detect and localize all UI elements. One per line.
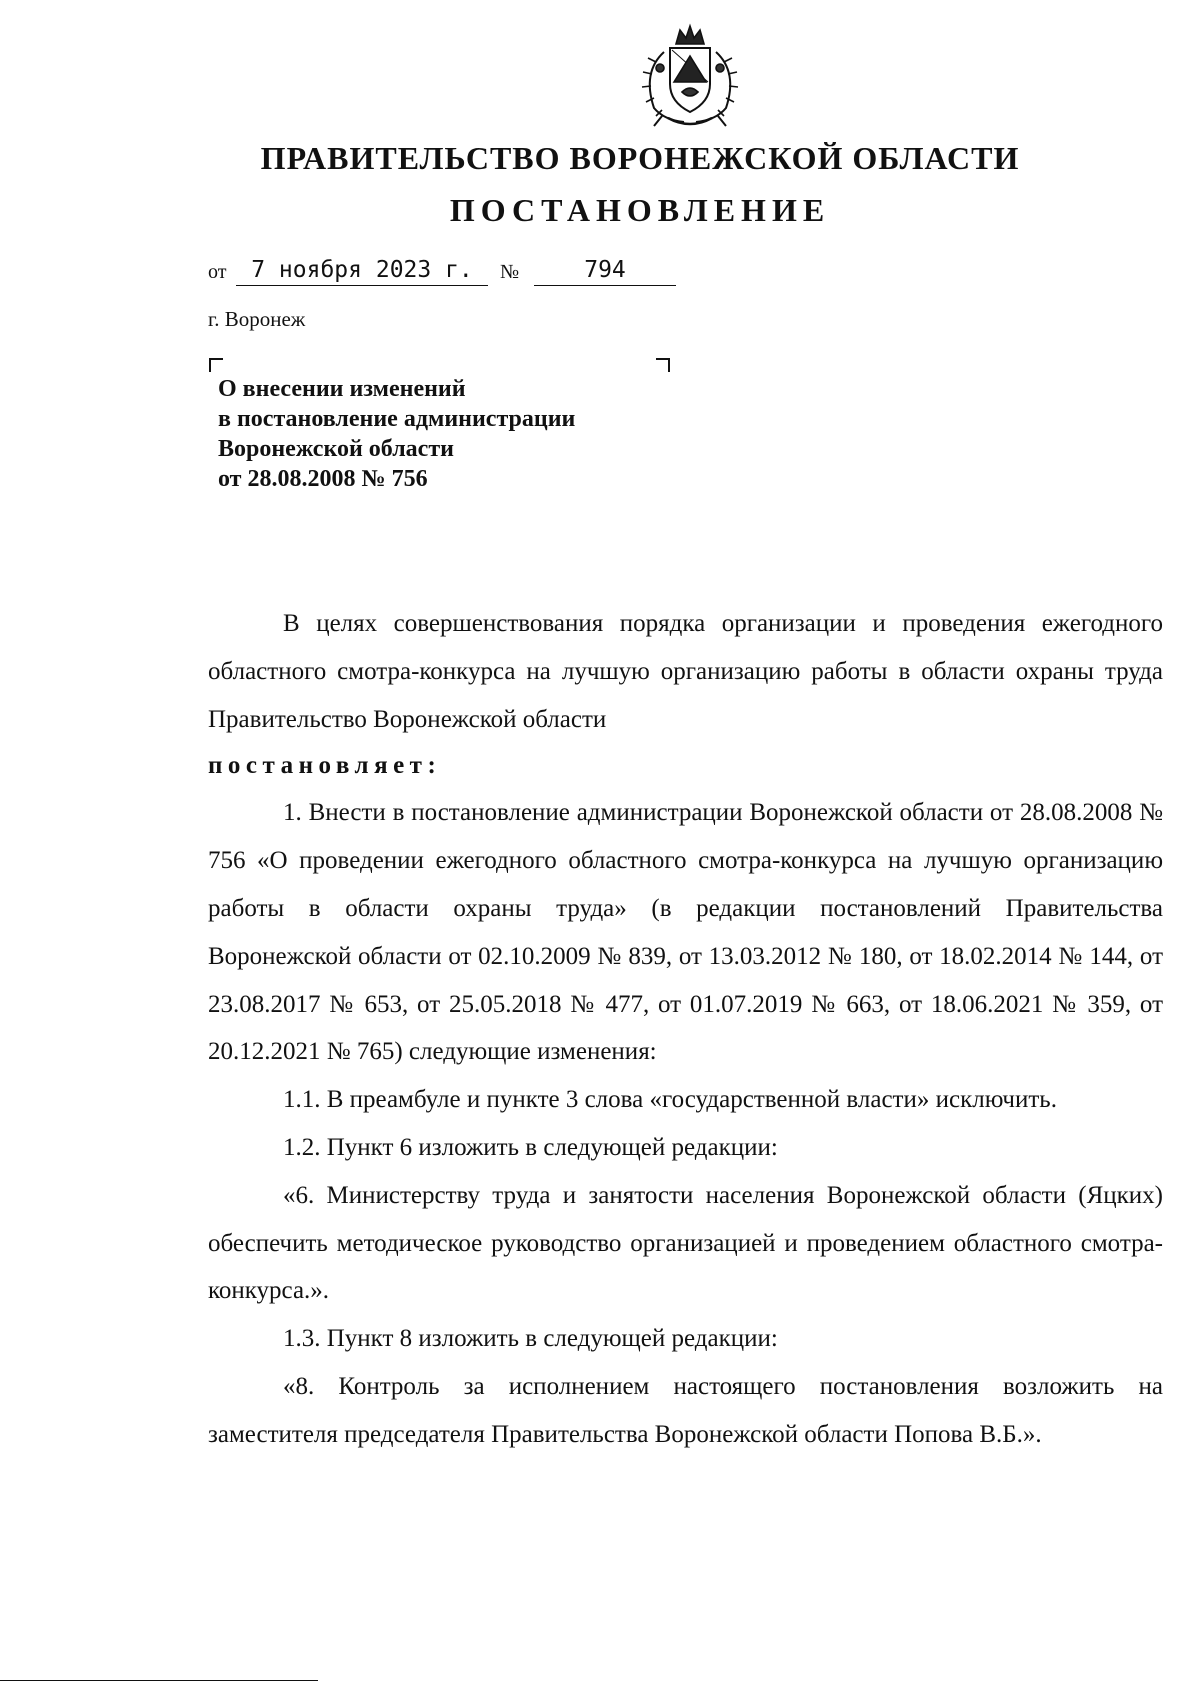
subject-line: в постановление администрации: [218, 406, 576, 432]
body-paragraph: «6. Министерству труда и занятости населения Воронежской области (Яцких) обеспечить методическое руководство организацией и проведением областного смотра-конкурса.».: [208, 1181, 1163, 1305]
document-subject: [218, 374, 678, 494]
ruling-word: постановляет:: [208, 752, 442, 780]
date-number-row: [208, 252, 678, 286]
body-paragraph: 1.2. Пункт 6 изложить в следующей редакции:: [283, 1133, 778, 1161]
preamble-paragraph: В целях совершенствования порядка организации и проведения ежегодного областного смотра-конкурса на лучшую организацию работы в области охраны труда Правительство Воронежской области: [208, 610, 1163, 733]
subject-corner-left: [209, 358, 223, 372]
city: г. Воронеж: [208, 307, 306, 331]
subject-line: О внесении изменений: [218, 376, 466, 402]
footnote-divider: [0, 1680, 318, 1681]
body-paragraph: 1.3. Пункт 8 изложить в следующей редакции:: [283, 1325, 778, 1353]
number-prefix: №: [500, 261, 520, 283]
subject-line: от 28.08.2008 № 756: [218, 466, 428, 492]
body-paragraph: 1.1. В преамбуле и пункте 3 слова «государственной власти» исключить.: [283, 1086, 1057, 1114]
document-date: 7 ноября 2023 г.: [236, 255, 488, 286]
document-type-title: ПОСТАНОВЛЕНИЕ: [449, 192, 831, 228]
body-paragraph: «8. Контроль за исполнением настоящего постановления возложить на заместителя председателя Правительства Воронежской области Попова В.Б.».: [208, 1372, 1163, 1448]
subject-corner-right: [656, 358, 670, 372]
document-number: 794: [534, 255, 676, 286]
coat-of-arms-icon: [624, 22, 756, 130]
date-prefix: от: [208, 261, 227, 283]
organization-title: ПРАВИТЕЛЬСТВО ВОРОНЕЖСКОЙ ОБЛАСТИ: [260, 140, 1020, 176]
body-paragraph: 1. Внести в постановление администрации Воронежской области от 28.08.2008 № 756 «О проведении ежегодного областного смотра-конкурса на лучшую организацию работы в области охраны труда» (в редакции постановлений Правительства Воронежской области от 02.10.2009 № 839, от 13.03.2012 № 180, от 18.02.2014 № 144, от 23.08.2017 № 653, от 25.05.2018 № 477, от 01.07.2019 № 663, от 18.06.2021 № 359, от 20.12.2021 № 765) следующие изменения:: [208, 799, 1163, 1066]
subject-line: Воронежской области: [218, 436, 454, 462]
document-body: [208, 600, 1163, 1459]
